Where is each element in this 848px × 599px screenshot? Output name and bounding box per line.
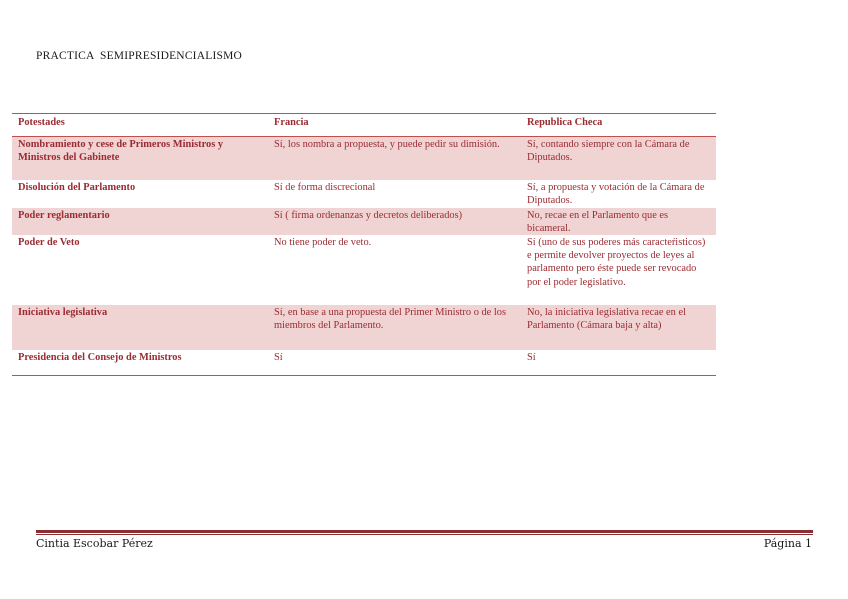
table-row xyxy=(12,137,716,181)
table-row xyxy=(12,350,716,376)
row-label: Presidencia del Consejo de Ministros xyxy=(18,352,182,364)
cell-francia: Sí, en base a una propuesta del Primer Ministro o de los miembros del Parlamento. xyxy=(268,305,521,350)
table-row xyxy=(12,235,716,305)
cell-checa: Sí xyxy=(527,352,536,364)
cell-francia: Sí ( firma ordenanzas y decretos deliberados) xyxy=(268,208,521,235)
header-francia: Francia xyxy=(274,117,309,128)
cell-francia: Sí, los nombra a propuesta, y puede pedir su dimisión. xyxy=(268,137,521,181)
cell-checa: Sí, contando siempre con la Cámara de Diputados. xyxy=(521,137,716,181)
row-label: Poder de Veto xyxy=(18,237,80,249)
footer-page-number: Página 1 xyxy=(763,537,812,550)
footer-divider xyxy=(36,530,813,533)
footer-divider-thin xyxy=(36,534,813,535)
row-label: Poder reglamentario xyxy=(12,208,268,235)
cell-francia: Sí xyxy=(274,352,283,364)
powers-comparison-table xyxy=(12,113,716,376)
table-header-row xyxy=(12,114,716,137)
table-row xyxy=(12,180,716,207)
row-label: Disolución del Parlamento xyxy=(18,182,136,194)
table-row xyxy=(12,305,716,350)
header-potestades: Potestades xyxy=(18,117,65,128)
cell-francia: Sí de forma discrecional xyxy=(274,182,376,194)
cell-checa: Sí (uno de sus poderes más caracteŕisticos) e permite devolver proyectos de leyes al parlamento pero éste puede ser revocado por el poder legislativo. xyxy=(527,237,706,288)
cell-checa: No, la iniciativa legislativa recae en el Parlamento (Cámara baja y alta) xyxy=(521,305,716,350)
table-row xyxy=(12,208,716,235)
document-title: PRACTICA SEMIPRESIDENCIALISMO xyxy=(36,50,242,62)
row-label: Iniciativa legislativa xyxy=(12,305,268,350)
powers-table-container xyxy=(12,113,716,376)
cell-checa: Sí, a propuesta y votación de la Cámara de Diputados. xyxy=(527,182,705,207)
footer-author: Cintia Escobar Pérez xyxy=(36,537,153,550)
cell-francia: No tiene poder de veto. xyxy=(274,237,372,249)
cell-checa: No, recae en el Parlamento que es bicameral. xyxy=(521,208,716,235)
header-republica-checa: Republica Checa xyxy=(527,117,603,128)
row-label: Nombramiento y cese de Primeros Ministros y Ministros del Gabinete xyxy=(12,137,268,181)
